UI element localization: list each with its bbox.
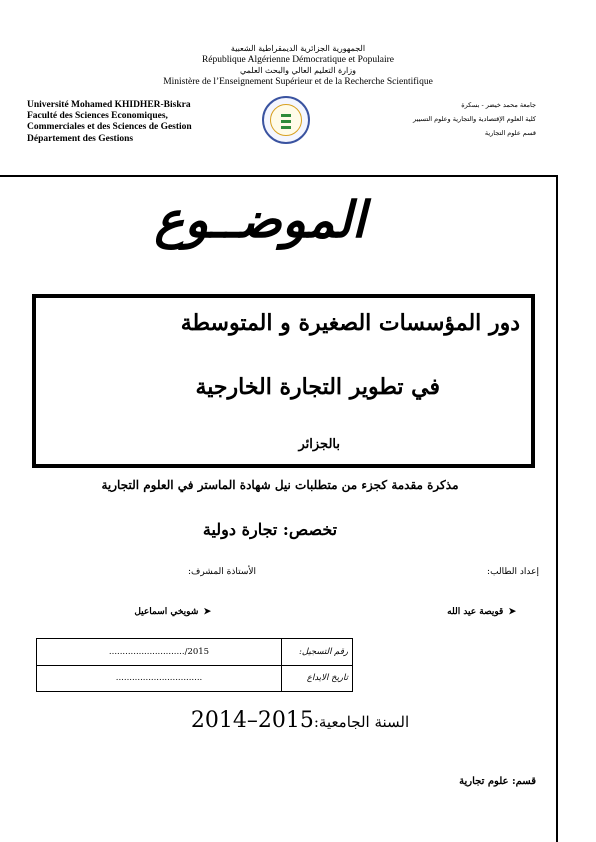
- thesis-title-line-2: في تطوير التجارة الخارجية: [195, 374, 440, 400]
- thesis-title-line-3: بالجزائر: [298, 437, 340, 452]
- topic-heading: الموضــوع: [154, 191, 366, 249]
- department-french: Département des Gestions: [27, 134, 134, 144]
- supervisor-label: الأستاذة المشرف:: [187, 567, 256, 577]
- seal-stripe: [281, 126, 291, 129]
- supervisor-entry: [134, 599, 211, 618]
- registration-number-value: ............................/2015: [37, 639, 282, 666]
- supervisor-name: شويخي اسماعيل: [134, 607, 199, 617]
- arrow-icon: ➤: [508, 607, 516, 617]
- memo-statement: مذكرة مقدمة كجزء من متطلبات نيل شهادة الماستر في العلوم التجارية: [101, 478, 459, 492]
- republic-arabic: الجمهورية الجزائرية الديمقراطية الشعبية: [230, 44, 366, 53]
- registration-table: [36, 638, 353, 692]
- arrow-icon: ➤: [203, 607, 211, 617]
- ministry-arabic: وزارة التعليم العالي والبحث العلمي: [240, 66, 356, 75]
- seal-stripe: [281, 114, 291, 117]
- top-divider: [0, 175, 558, 177]
- table-row: [37, 639, 353, 666]
- student-label: إعداد الطالب:: [487, 567, 539, 577]
- academic-year-value: 2015–2014: [190, 708, 314, 733]
- student-entry: [447, 599, 516, 618]
- seal-stripe: [281, 120, 291, 123]
- department-arabic: قسم علوم التجارية: [484, 129, 536, 137]
- university-french: Université Mohamed KHIDHER-Biskra: [27, 100, 191, 110]
- thesis-title-line-1: دور المؤسسات الصغيرة و المتوسطة: [180, 310, 520, 336]
- ministry-french: Ministère de l’Enseignement Supérieur et de la Recherche Scientifique: [163, 77, 433, 87]
- faculty-arabic: كلية العلوم الإقتصادية والتجارية وعلوم التسيير: [413, 115, 536, 123]
- faculty-french-1: Faculté des Sciences Economiques,: [27, 111, 168, 121]
- registration-number-label: رقم التسجيل:: [282, 639, 353, 666]
- deposit-date-value: ................................: [37, 665, 282, 692]
- seal-inner-ring: [270, 104, 302, 136]
- academic-year-label: السنة الجامعية:: [313, 713, 410, 731]
- faculty-french-2: Commerciales et des Sciences de Gestion: [27, 122, 192, 132]
- specialty: تخصص: تجارة دولية: [202, 520, 338, 539]
- right-margin-line: [556, 176, 558, 842]
- academic-year: [150, 708, 450, 733]
- department-footer: قسم: علوم تجارية: [459, 776, 536, 787]
- university-arabic: جامعة محمد خيضر - بسكرة: [461, 101, 536, 109]
- university-seal-logo: [262, 96, 310, 144]
- table-row: [37, 665, 353, 692]
- deposit-date-label: تاريخ الايداع: [282, 665, 353, 692]
- republic-french: République Algérienne Démocratique et Populaire: [201, 55, 395, 65]
- student-name: قويصة عيد الله: [447, 607, 504, 617]
